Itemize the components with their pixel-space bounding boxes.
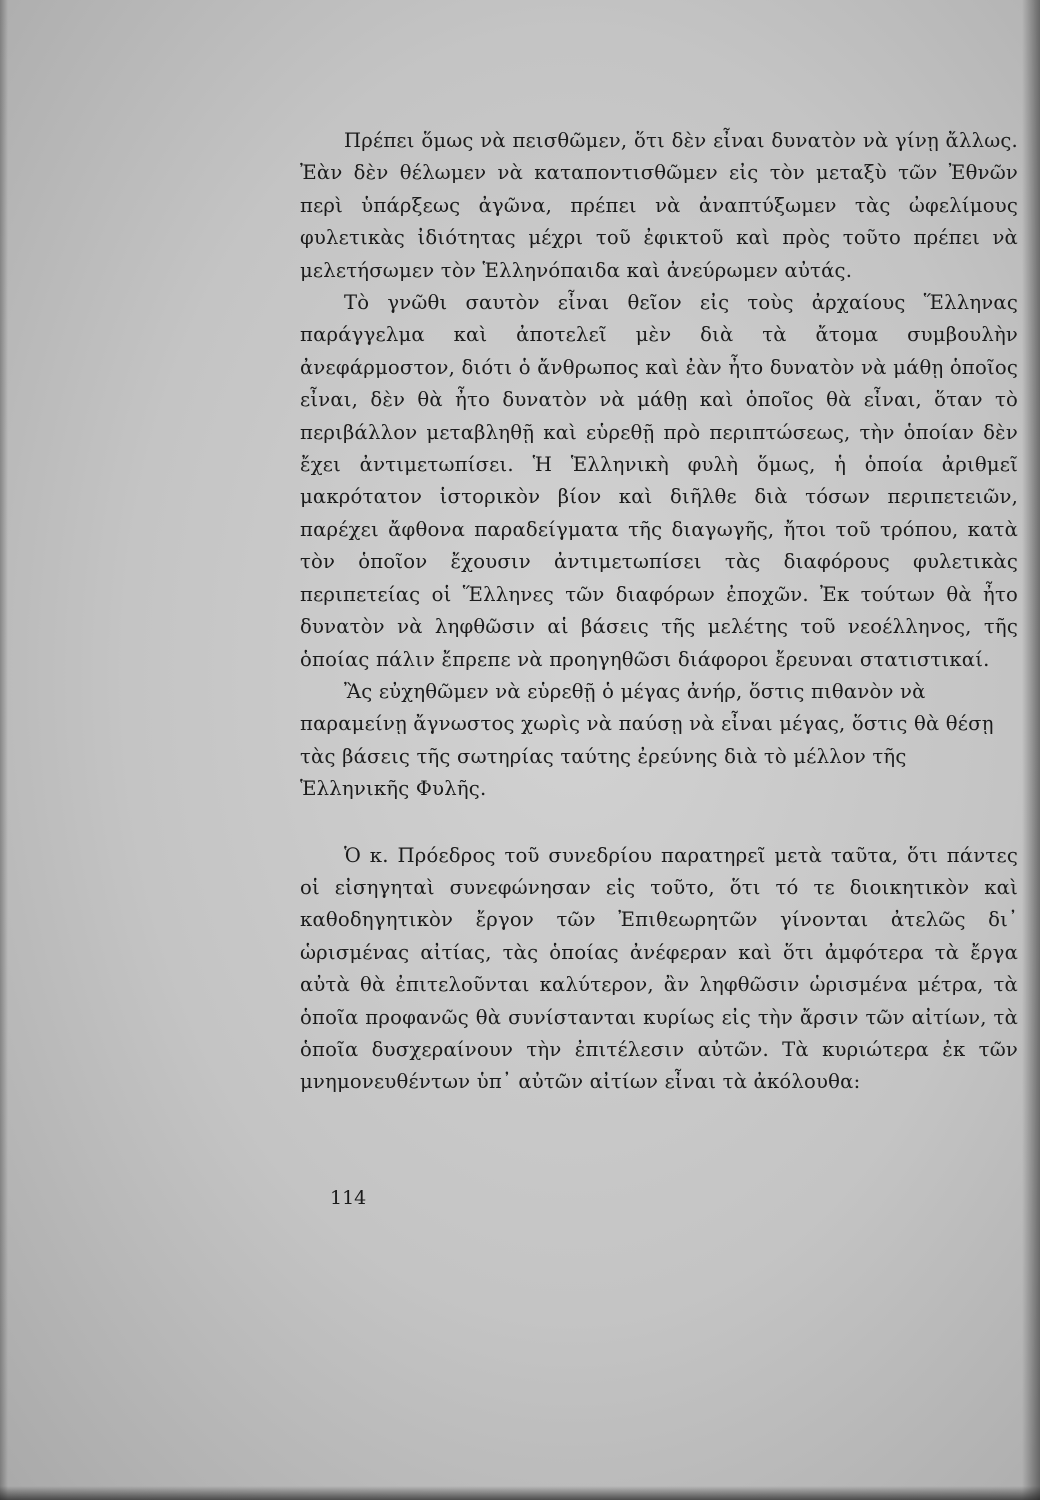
paragraph-3: Ἂς εὐχηθῶμεν νὰ εὑρεθῇ ὁ μέγας ἀνήρ, ὅστις πιθανὸν νὰ παραμείνῃ ἄγνωστος χωρὶς νὰ παύσῃ νὰ εἶναι μέγας, ὅστις θὰ θέσῃ τὰς βάσεις τῆς σωτηρίας ταύτης ἐρεύνης διὰ τὸ μέλλον τῆς Ἑλληνικῆς Φυλῆς. — [300, 679, 994, 801]
page-number: 114 — [330, 1187, 367, 1209]
paragraph-2: Τὸ γνῶθι σαυτὸν εἶναι θεῖον εἰς τοὺς ἀρχαίους Ἕλληνας παράγγελμα καὶ ἀποτελεῖ μὲν διὰ τὰ ἄτομα συμβουλὴν ἀνεφάρμοστον, διότι ὁ ἄνθρωπος καὶ ἐὰν ἦτο δυνατὸν νὰ μάθῃ ὁποῖος εἶναι, δὲν θὰ ἦτο δυνατὸν νὰ μάθῃ καὶ ὁποῖος θὰ εἶναι, ὅταν τὸ περιβάλλον μεταβληθῇ καὶ εὑρεθῇ πρὸ περιπτώσεως, τὴν ὁποίαν δὲν ἔχει ἀντιμετωπίσει. Ἡ Ἑλληνικὴ φυλὴ ὅμως, ἡ ὁποία ἀριθμεῖ μακρότατον ἱστορικὸν βίον καὶ διῆλθε διὰ τόσων περιπετειῶν, παρέχει ἄφθονα παραδείγματα τῆς διαγωγῆς, ἤτοι τοῦ τρόπου, κατὰ τὸν ὁποῖον ἔχουσιν ἀντιμετωπίσει τὰς διαφόρους φυλετικὰς περιπετείας οἱ Ἕλληνες τῶν διαφόρων ἐποχῶν. Ἐκ τούτων θὰ ἦτο δυνατὸν νὰ ληφθῶσιν αἱ βάσεις τῆς μελέτης τοῦ νεοέλληνος, τῆς ὁποίας πάλιν ἔπρεπε νὰ προηγηθῶσι διάφοροι ἔρευναι στατιστικαί. — [300, 291, 1018, 671]
paragraph-4: Ὁ κ. Πρόεδρος τοῦ συνεδρίου παρατηρεῖ μετὰ ταῦτα, ὅτι πάντες οἱ εἰσηγηταὶ συνεφώνησαν εἰς τοῦτο, ὅτι τό τε διοικητικὸν καὶ καθοδηγητικὸν ἔργον τῶν Ἐπιθεωρητῶν γίνονται ἀτελῶς δι᾿ ὡρισμένας αἰτίας, τὰς ὁποίας ἀνέφεραν καὶ ὅτι ἀμφότερα τὰ ἔργα αὐτὰ θὰ ἐπιτελοῦνται καλύτερον, ἂν ληφθῶσιν ὡρισμένα μέτρα, τὰ ὁποῖα προφανῶς θὰ συνίστανται κυρίως εἰς τὴν ἄρσιν τῶν αἰτίων, τὰ ὁποῖα δυσχεραίνουν τὴν ἐπιτέλεσιν αὐτῶν. Τὰ κυριώτερα ἐκ τῶν μνημονευθέντων ὑπ᾿ αὐτῶν αἰτίων εἶναι τὰ ἀκόλουθα: — [300, 843, 1018, 1094]
right-edge-shadow — [1022, 0, 1040, 1500]
left-edge-shadow — [0, 0, 8, 1500]
paragraph-1: Πρέπει ὅμως νὰ πεισθῶμεν, ὅτι δὲν εἶναι δυνατὸν νὰ γίνῃ ἄλλως. Ἐὰν δὲν θέλωμεν νὰ καταποντισθῶμεν εἰς τὸν μεταξὺ τῶν Ἐθνῶν περὶ ὑπάρξεως ἀγῶνα, πρέπει νὰ ἀναπτύξωμεν τὰς ὠφελίμους φυλετικὰς ἰδιότητας μέχρι τοῦ ἐφικτοῦ καὶ πρὸς τοῦτο πρέπει νὰ μελετήσωμεν τὸν Ἑλληνόπαιδα καὶ ἀνεύρωμεν αὐτάς. — [300, 129, 1018, 282]
body-text — [300, 125, 1018, 1099]
bottom-edge-shadow — [0, 1486, 1040, 1500]
